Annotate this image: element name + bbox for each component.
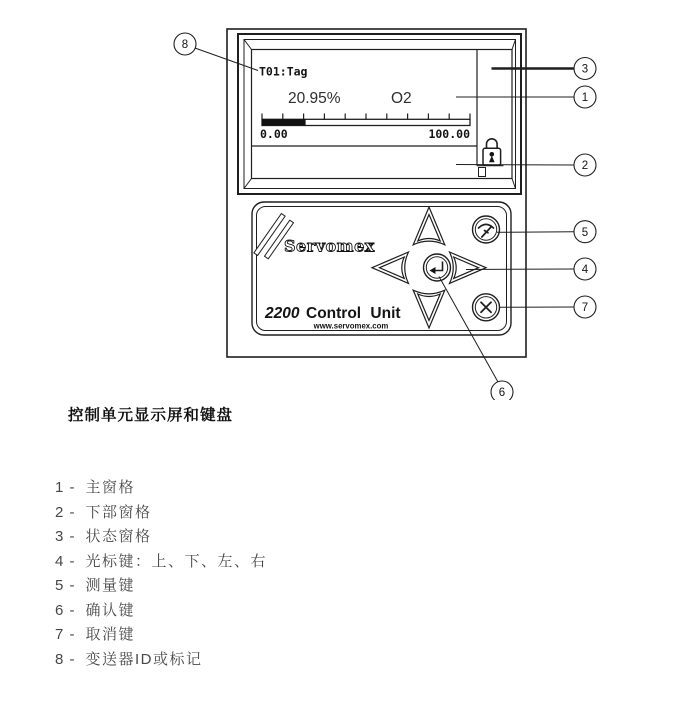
model-name: Control Unit (306, 305, 401, 322)
legend-item-7 (55, 623, 267, 648)
callout-5 (574, 221, 596, 243)
reading-value: 20.95% (288, 90, 341, 107)
svg-text:8: 8 (181, 39, 189, 52)
legend-item-label: 状态窗格 (85, 528, 152, 545)
gauge-bar-fill (262, 119, 306, 125)
legend-item-label: 取消键 (85, 626, 136, 643)
legend-item-2 (55, 501, 267, 526)
figure-legend (55, 476, 267, 672)
measurement-key (473, 216, 500, 243)
legend-item-label: 变送器ID或标记 (85, 650, 203, 668)
callout-2 (574, 154, 596, 176)
legend-item-6 (55, 599, 267, 624)
brand-name: Servomex (284, 236, 375, 256)
figure-caption: 控制单元显示屏和键盘 (68, 407, 234, 424)
legend-item-number: 4 - (55, 552, 76, 570)
svg-text:5: 5 (581, 226, 589, 239)
legend-item-3 (55, 525, 267, 550)
callout-1 (574, 86, 596, 108)
legend-item-number: 5 - (55, 577, 76, 594)
legend-item-label: 确认键 (85, 601, 136, 619)
callout-8 (174, 33, 196, 55)
legend-item-5 (55, 574, 267, 599)
legend-item-number: 2 - (55, 503, 76, 521)
callout-6 (491, 381, 513, 400)
svg-text:6: 6 (498, 387, 506, 400)
legend-item-number: 6 - (55, 601, 76, 619)
enter-key (424, 254, 451, 281)
legend-item-number: 7 - (55, 626, 76, 643)
cancel-key (473, 294, 500, 321)
website-url: www.servomex.com (313, 321, 389, 331)
scale-min: 0.00 (260, 126, 288, 141)
svg-text:1: 1 (581, 92, 589, 105)
svg-text:4: 4 (581, 264, 589, 277)
legend-item-number: 1 - (55, 479, 76, 496)
legend-item-1 (55, 476, 267, 501)
transmitter-tag: T01:Tag (259, 64, 308, 79)
legend-item-label: 测量键 (85, 577, 136, 594)
reading-gas: O2 (391, 90, 412, 107)
svg-text:3: 3 (581, 63, 589, 76)
legend-item-label: 主窗格 (85, 479, 136, 496)
legend-item-label: 光标键：上、下、左、右 (85, 552, 268, 570)
legend-item-4 (55, 550, 267, 575)
scale-max: 100.00 (428, 126, 470, 141)
legend-item-number: 3 - (55, 528, 76, 545)
svg-text:2: 2 (581, 160, 589, 173)
model-number: 2200 (265, 305, 300, 322)
callout-4 (574, 258, 596, 280)
callout-3 (574, 58, 596, 80)
callout-7 (574, 296, 596, 318)
svg-text:2200 Control Unit (264, 305, 401, 322)
legend-item-label: 下部窗格 (85, 503, 152, 521)
legend-item-number: 8 - (55, 650, 76, 668)
legend-item-8 (55, 648, 267, 673)
svg-text:7: 7 (581, 302, 589, 315)
